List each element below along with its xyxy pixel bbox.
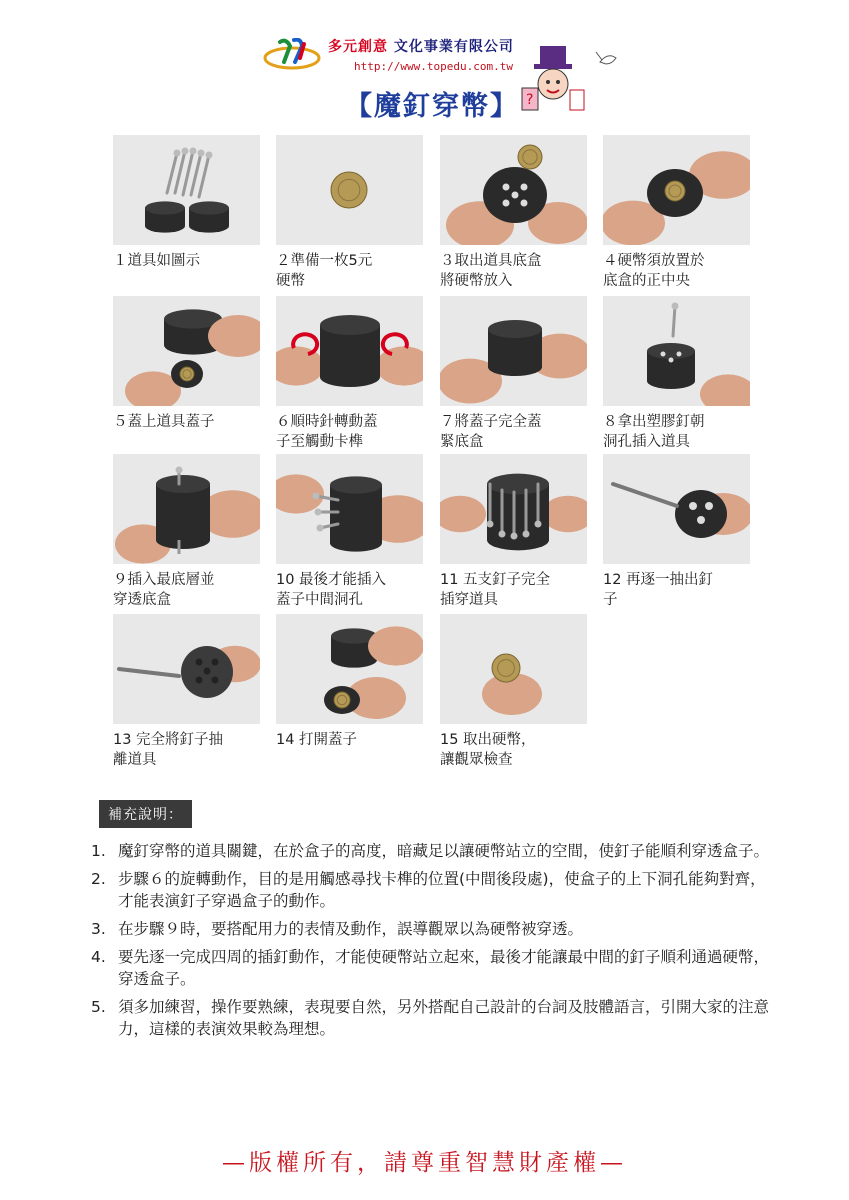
step-item (603, 296, 763, 452)
brand-name: 多元創意 文化事業有限公司 (328, 39, 514, 55)
step-caption: 10 最後才能插入 蓋子中間洞孔 (276, 572, 387, 608)
step-caption: ６順時針轉動蓋 子至觸動卡榫 (276, 414, 378, 450)
step-item (276, 296, 436, 452)
brand-header (262, 34, 562, 84)
note-number: 4. (91, 948, 106, 966)
step-photo (440, 135, 587, 245)
note-item (91, 946, 781, 990)
note-item (91, 868, 781, 912)
step-item (603, 454, 763, 610)
note-number: 1. (91, 842, 106, 860)
step-caption: ８拿出塑膠釘朝 洞孔插入道具 (603, 414, 705, 450)
brand-url: http://www.topedu.com.tw (354, 60, 513, 73)
step-photo (113, 454, 260, 564)
note-text: 步驟６的旋轉動作，目的是用觸感尋找卡榫的位置(中間後段處)，使盒子的上下洞孔能夠對齊，才能表演釘子穿過盒子的動作。 (118, 870, 766, 910)
step-caption: ７將蓋子完全蓋 緊底盒 (440, 414, 542, 450)
step-item (276, 454, 436, 610)
step-photo (276, 614, 423, 724)
step-caption: 11 五支釘子完全 插穿道具 (440, 572, 551, 608)
step-caption: 15 取出硬幣， 讓觀眾檢查 (440, 732, 536, 768)
step-item (440, 454, 600, 610)
step-photo (440, 296, 587, 406)
note-number: 5. (91, 998, 106, 1016)
step-photo (113, 135, 260, 245)
step-item (113, 454, 273, 610)
brand-logo-icon (262, 38, 322, 72)
step-item (440, 135, 600, 291)
magician-mascot-icon (520, 40, 630, 120)
step-photo (603, 135, 750, 245)
step-photo (440, 614, 587, 724)
step-caption: ９插入最底層並 穿透底盒 (113, 572, 215, 608)
step-caption: 12 再逐一抽出釘 子 (603, 572, 714, 608)
step-caption: ５蓋上道具蓋子 (113, 414, 215, 430)
copyright-footer: —版權所有，請尊重智慧財產權— (222, 1150, 627, 1176)
note-item (91, 918, 781, 940)
note-number: 3. (91, 920, 106, 938)
step-item (113, 296, 273, 432)
step-caption: １道具如圖示 (113, 253, 200, 269)
step-item (113, 614, 273, 770)
step-photo (440, 454, 587, 564)
step-photo (603, 296, 750, 406)
step-item (276, 614, 436, 750)
step-caption: ２準備一枚5元 硬幣 (276, 253, 373, 289)
step-photo (113, 296, 260, 406)
note-text: 要先逐一完成四周的插釘動作，才能使硬幣站立起來，最後才能讓最中間的釘子順利通過硬幣，穿透盒子。 (118, 948, 770, 988)
svg-text:?: ? (526, 92, 534, 108)
note-number: 2. (91, 870, 106, 888)
note-text: 魔釘穿幣的道具關鍵，在於盒子的高度，暗藏足以讓硬幣站立的空間，使釘子能順利穿透盒子。 (118, 842, 770, 860)
supplement-label: 補充說明： (99, 800, 192, 828)
page-title: 【魔釘穿幣】 (345, 91, 519, 122)
step-photo (113, 614, 260, 724)
step-caption: 14 打開蓋子 (276, 732, 358, 748)
step-photo (276, 296, 423, 406)
step-caption: ３取出道具底盒 將硬幣放入 (440, 253, 542, 289)
step-item (603, 135, 763, 291)
note-item (91, 996, 781, 1040)
step-caption: 13 完全將釘子抽 離道具 (113, 732, 224, 768)
step-photo (276, 135, 423, 245)
step-photo (603, 454, 750, 564)
note-item (91, 840, 781, 862)
step-item (113, 135, 273, 271)
step-item (440, 296, 600, 452)
note-text: 須多加練習，操作要熟練，表現要自然，另外搭配自己設計的台詞及肢體語言，引開大家的注意力，這樣的表演效果較為理想。 (118, 998, 770, 1038)
supplement-notes (91, 840, 781, 1046)
step-item (440, 614, 600, 770)
step-photo (276, 454, 423, 564)
note-text: 在步驟９時，要搭配用力的表情及動作，誤導觀眾以為硬幣被穿透。 (118, 920, 584, 938)
step-caption: ４硬幣須放置於 底盒的正中央 (603, 253, 705, 289)
step-item (276, 135, 436, 291)
